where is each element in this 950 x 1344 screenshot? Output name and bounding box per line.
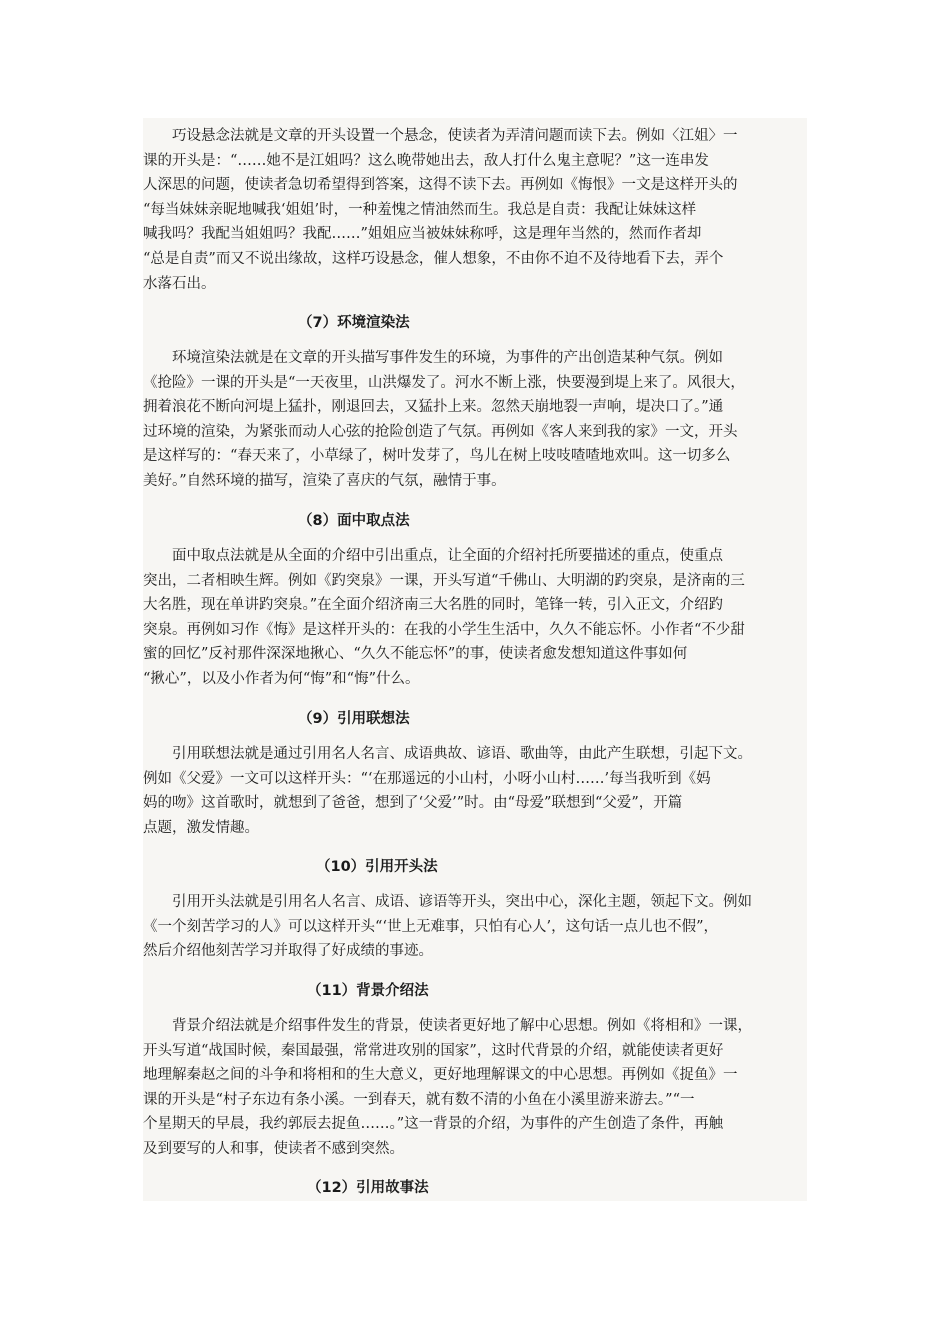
text-line: 拥着浪花不断向河堤上猛扑，刚退回去，又猛扑上来。忽然天崩地裂一声响，堤决口了。”通 <box>143 399 724 416</box>
text-line: “揪心”，以及小作者为何“悔”和“悔”什么。 <box>143 670 420 687</box>
paragraph-background <box>143 1014 807 1162</box>
text-line: “每当妹妹亲昵地喊我‘姐姐’时，一种羞愧之情油然而生。我总是自责：我配让妹妹这样 <box>143 201 697 218</box>
text-line: 过环境的渲染，为紧张而动人心弦的抢险创造了气氛。再例如《客人来到我的家》一文，开头 <box>143 423 738 440</box>
text-line: 喊我吗？我配当姐姐吗？我配……”姐姐应当被妹妹称呼，这是理年当然的，然而作者却 <box>143 226 702 243</box>
paragraph-suspense <box>143 124 807 296</box>
text-line: 《抢险》一课的开头是“一天夜里，山洪爆发了。河水不断上涨，快要漫到堤上来了。风很大， <box>143 374 745 391</box>
text-line: 课的开头是“村子东边有条小溪。一到春天，就有数不清的小鱼在小溪里游来游去。”“一 <box>143 1091 695 1108</box>
text-line: 开头写道“战国时候，秦国最强，常常进攻别的国家”，这时代背景的介绍，就能使读者更好 <box>143 1042 724 1059</box>
text-line: 引用开头法就是引用名人名言、成语、谚语等开头，突出中心，深化主题，领起下文。例如 <box>143 894 752 910</box>
text-line: 然后介绍他刻苦学习并取得了好成绩的事迹。 <box>143 943 433 960</box>
paragraph-environment <box>143 346 807 494</box>
paragraph-quotation <box>143 890 807 964</box>
section-heading: （7）环境渲染法 <box>298 315 410 331</box>
text-line: 突泉。再例如习作《悔》是这样开头的：在我的小学生生活中，久久不能忘怀。小作者“不少甜 <box>143 621 745 638</box>
text-line: 妈的吻》这首歌时，就想到了爸爸，想到了‘父爱’”时。由“母爱”联想到“父爱”，开篇 <box>143 795 683 812</box>
section-heading: （12）引用故事法 <box>307 1180 429 1196</box>
text-line: 个星期天的早晨，我约郭辰去捉鱼……。”这一背景的介绍，为事件的产生创造了条件，再触 <box>143 1116 724 1133</box>
section-heading: （11）背景介绍法 <box>307 983 429 999</box>
text-line: 地理解秦赵之间的斗争和将相和的生大意义，更好地理解课文的中心思想。再例如《捉鱼》一 <box>143 1067 738 1084</box>
section-heading: （9）引用联想法 <box>298 711 410 727</box>
text-line: 突出，二者相映生辉。例如《趵突泉》一课，开头写道“千佛山、大明湖的趵突泉，是济南的三 <box>143 572 745 589</box>
text-line: 是这样写的：“春天来了，小草绿了，树叶发芽了，鸟儿在树上吱吱喳喳地欢叫。这一切多么 <box>143 448 731 465</box>
text-line: 环境渲染法就是在文章的开头描写事件发生的环境，为事件的产出创造某种气氛。例如 <box>143 350 723 366</box>
text-line: 《一个刻苦学习的人》可以这样开头“‘世上无难事，只怕有心人’，这句话一点儿也不假”， <box>143 918 719 935</box>
paragraph-focus <box>143 544 807 692</box>
text-line: 大名胜，现在单讲趵突泉。”在全面介绍济南三大名胜的同时，笔锋一转，引入正文，介绍趵 <box>143 597 724 614</box>
text-line: 巧设悬念法就是文章的开头设置一个悬念，使读者为弄清问题而读下去。例如〈江姐〉一 <box>143 128 738 144</box>
text-line: 水落石出。 <box>143 275 216 292</box>
text-line: 例如《父爱》一文可以这样开头：“‘在那遥远的小山村，小呀小山村……’每当我听到《妈 <box>143 770 711 787</box>
text-line: 美好。”自然环境的描写，渲染了喜庆的气氛，融情于事。 <box>143 472 506 489</box>
paragraph-association <box>143 742 807 840</box>
text-line: 蜜的回忆”反衬那件深深地揪心、“久久不能忘怀”的事，使读者愈发想知道这件事如何 <box>143 646 688 663</box>
text-line: 课的开头是：“……她不是江姐吗？这么晚带她出去，敌人打什么鬼主意呢？”这一连串发 <box>143 152 709 169</box>
text-line: 引用联想法就是通过引用名人名言、成语典故、谚语、歌曲等，由此产生联想，引起下文。 <box>143 746 752 762</box>
text-line: 面中取点法就是从全面的介绍中引出重点，让全面的介绍衬托所要描述的重点，使重点 <box>143 548 723 564</box>
text-line: 及到要写的人和事，使读者不感到突然。 <box>143 1140 404 1157</box>
text-line: 点题，激发情趣。 <box>143 819 259 836</box>
text-line: “总是自责”而又不说出缘故，这样巧设悬念，催人想象，不由你不迫不及待地看下去，弄个 <box>143 250 724 267</box>
section-heading: （10）引用开头法 <box>316 859 438 875</box>
text-line: 背景介绍法就是介绍事件发生的背景，使读者更好地了解中心思想。例如《将相和》一课， <box>143 1018 752 1034</box>
section-heading: （8）面中取点法 <box>298 513 410 529</box>
text-line: 人深思的问题，使读者急切希望得到答案，这得不读下去。再例如《悔恨》一文是这样开头的 <box>143 177 738 194</box>
